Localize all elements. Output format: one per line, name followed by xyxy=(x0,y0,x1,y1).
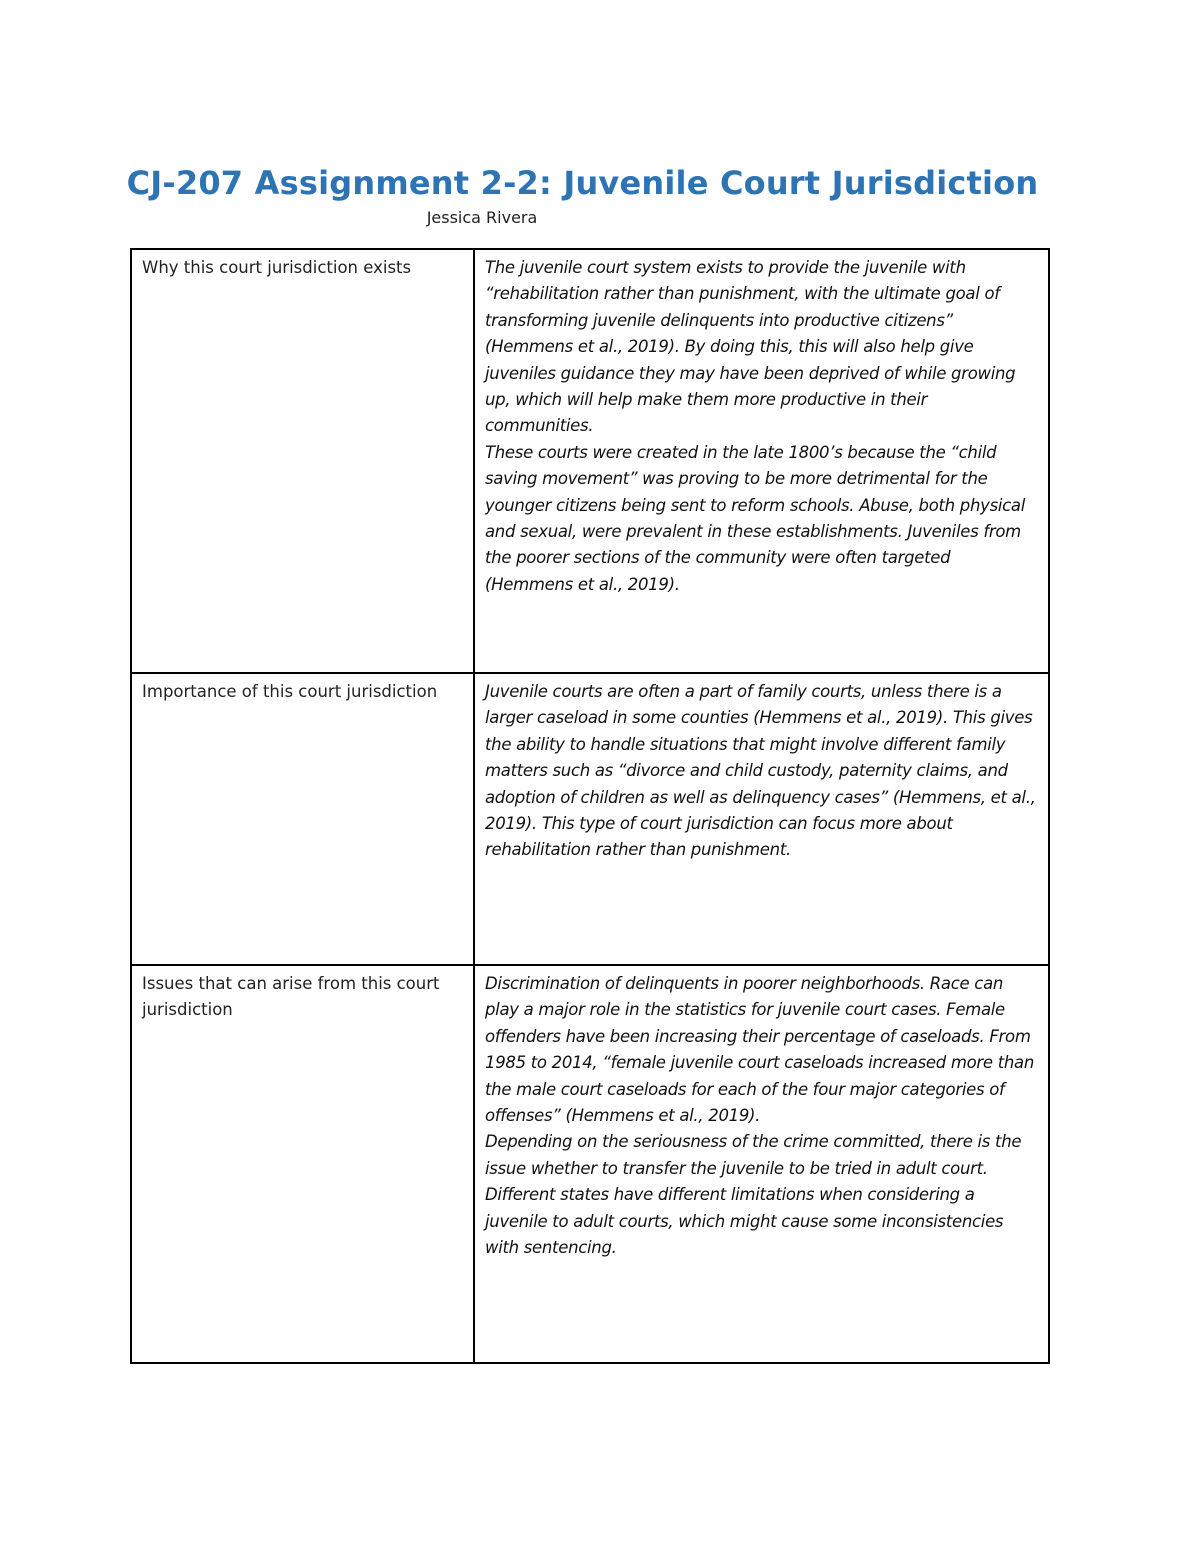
row-label: Why this court jurisdiction exists xyxy=(142,258,412,277)
row-label-cell xyxy=(131,673,474,965)
table-row xyxy=(131,249,1049,673)
row-label-cell xyxy=(131,249,474,673)
row-paragraph: The juvenile court system exists to provide the juvenile with “rehabilitation rather than punishment, with the ultimate goal of transforming juvenile delinquents into productive citizens” (Hemmens et al., 2019). By doing this, this will also help give juveniles guidance they may have been deprived of while growing up, which will help make them more productive in their communities. xyxy=(485,258,1016,436)
row-content-cell xyxy=(474,965,1049,1363)
row-label: Importance of this court jurisdiction xyxy=(142,682,438,701)
table-row xyxy=(131,673,1049,965)
row-paragraph: Depending on the seriousness of the crime committed, there is the issue whether to transfer the juvenile to be tried in adult court. Different states have different limitations when considering a juvenile to adult courts, which might cause some inconsistencies with sentencing. xyxy=(485,1132,1022,1258)
row-label: Issues that can arise from this court jurisdiction xyxy=(142,974,440,1020)
row-content-cell xyxy=(474,249,1049,673)
row-label-cell xyxy=(131,965,474,1363)
row-paragraph: These courts were created in the late 1800’s because the “child saving movement” was proving to be more detrimental for the younger citizens being sent to reform schools. Abuse, both physical and sexual, were prevalent in these establishments. Juveniles from the poorer sections of the community were often targeted (Hemmens et al., 2019). xyxy=(485,442,1026,594)
row-paragraph: Discrimination of delinquents in poorer neighborhoods. Race can play a major role in the statistics for juvenile court cases. Female offenders have been increasing their percentage of caseloads. From 1985 to 2014, “female juvenile court caseloads increased more than the male court caseloads for each of the four major categories of offenses” (Hemmens et al., 2019). xyxy=(485,974,1035,1126)
document-title: CJ-207 Assignment 2-2: Juvenile Court Jurisdiction xyxy=(126,164,1039,202)
author-name: Jessica Rivera xyxy=(426,208,538,227)
table-row xyxy=(131,965,1049,1363)
row-content-cell xyxy=(474,673,1049,965)
jurisdiction-table xyxy=(130,248,1050,1364)
row-paragraph: Juvenile courts are often a part of family courts, unless there is a larger caseload in some counties (Hemmens et al., 2019). This gives the ability to handle situations that might involve different family matters such as “divorce and child custody, paternity claims, and adoption of children as well as delinquency cases” (Hemmens, et al., 2019). This type of court jurisdiction can focus more about rehabilitation rather than punishment. xyxy=(485,682,1036,860)
